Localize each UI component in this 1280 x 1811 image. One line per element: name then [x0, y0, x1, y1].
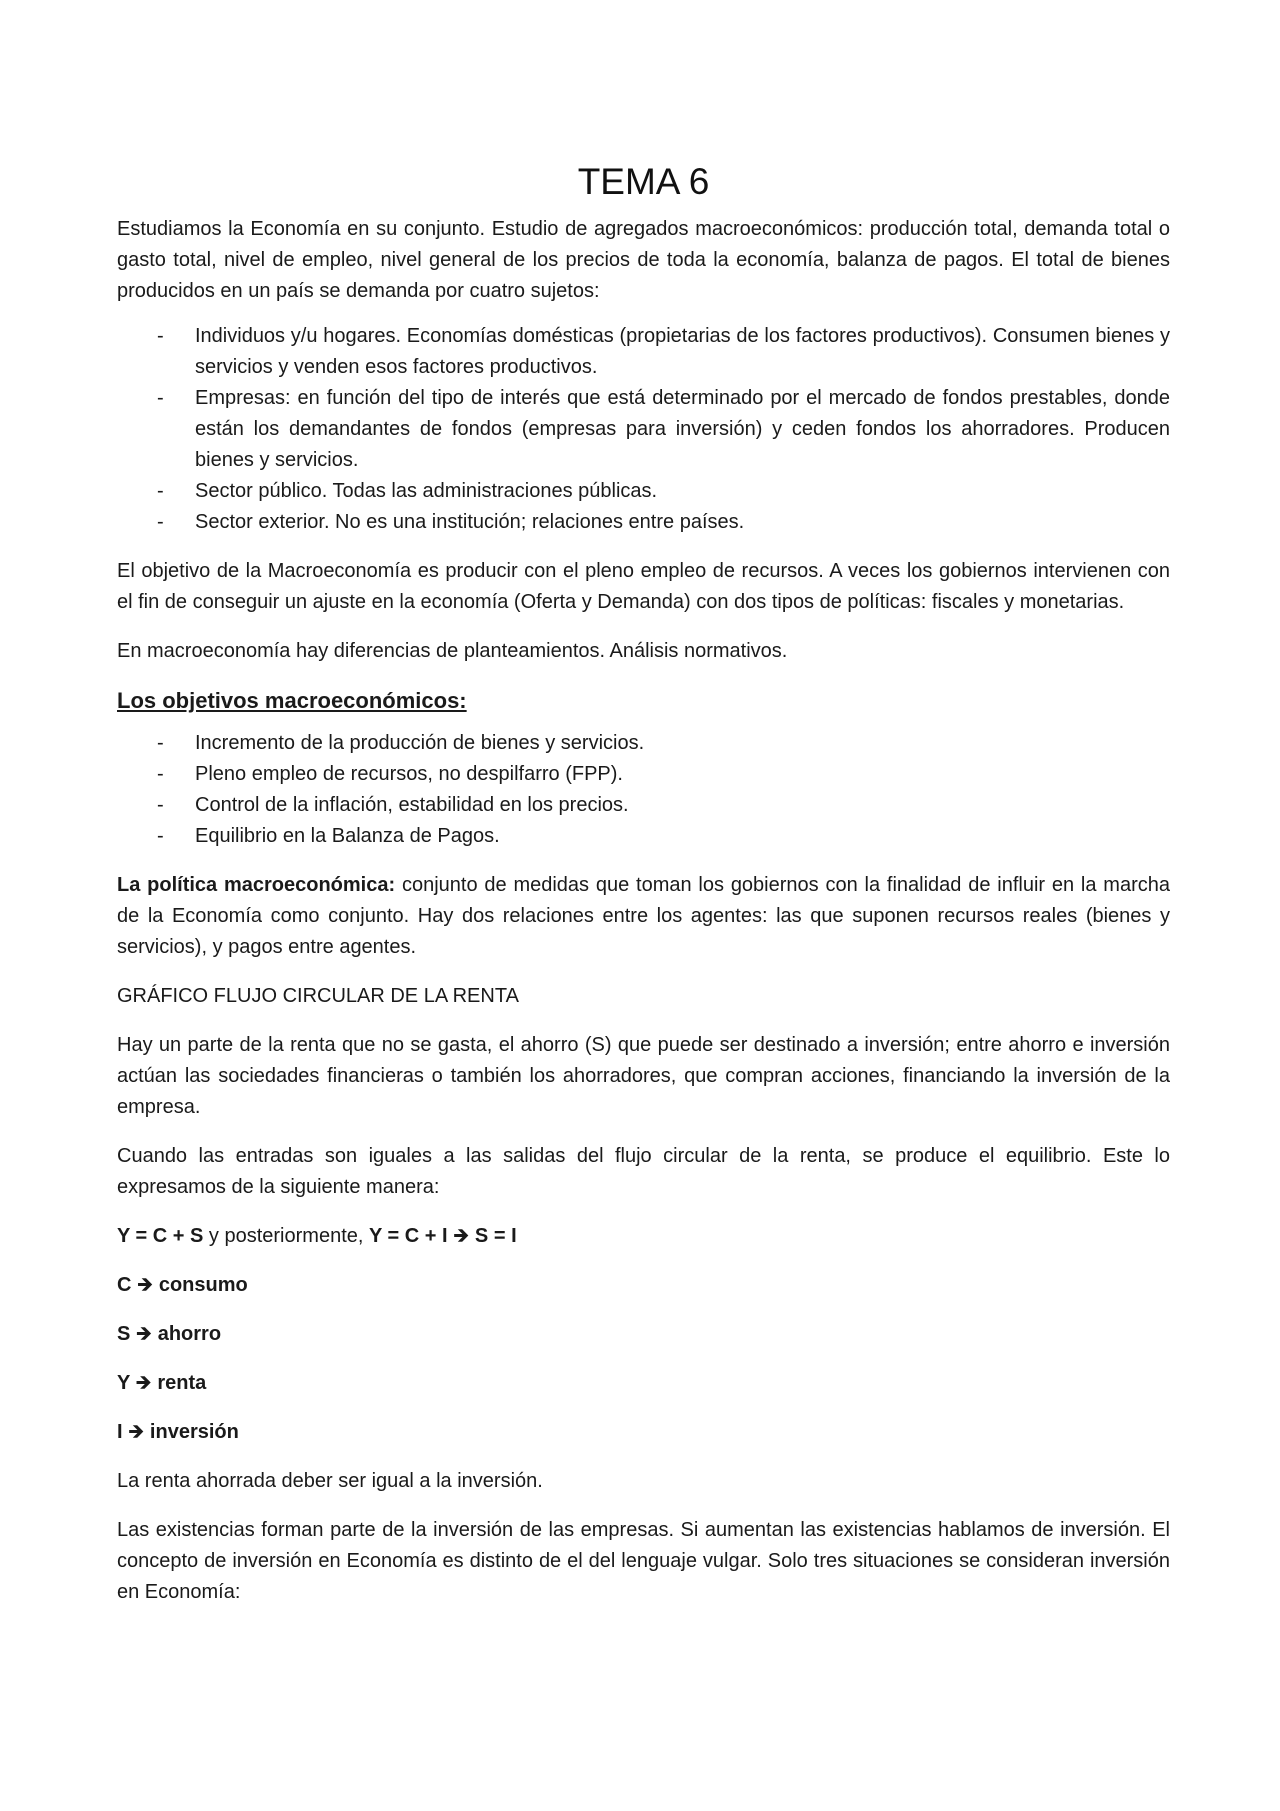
definition-meaning: consumo — [153, 1274, 248, 1296]
objectives-heading: Los objetivos macroeconómicos: — [117, 688, 467, 713]
equilibrium-paragraph: Cuando las entradas son iguales a las salidas del flujo circular de la renta, se produce el equilibrio. Este lo expresamos de la siguiente manera: — [117, 1145, 1170, 1198]
policy-text: conjunto de medidas que toman los gobiernos con la finalidad de influir en la marcha de la Economía como conjunto. Hay dos relaciones entre los agentes: las que suponen recursos reales (bienes y servicios), y pagos entre agentes. — [117, 874, 1171, 958]
list-item: - Sector público. Todas las administraciones públicas. — [195, 476, 1170, 507]
definition-renta — [117, 1368, 1170, 1399]
approaches-paragraph: En macroeconomía hay diferencias de planteamientos. Análisis normativos. — [117, 640, 788, 662]
formula-part3: S = I — [469, 1225, 517, 1247]
objectives-list — [117, 728, 1170, 852]
definition-consumo — [117, 1270, 1170, 1301]
list-item: - Sector exterior. No es una institución; relaciones entre países. — [195, 507, 1170, 538]
definition-symbol: Y — [117, 1372, 130, 1394]
list-item: - Equilibrio en la Balanza de Pagos. — [195, 821, 1170, 852]
arrow-right-icon: 🡺 — [135, 1323, 153, 1345]
equilibrium-formula — [117, 1221, 1170, 1252]
definition-symbol: S — [117, 1323, 131, 1345]
definition-symbol: I — [117, 1421, 123, 1443]
definition-meaning: renta — [151, 1372, 207, 1394]
document-title: TEMA 6 — [577, 161, 710, 202]
arrow-right-icon: 🡺 — [128, 1421, 145, 1443]
graph-title: GRÁFICO FLUJO CIRCULAR DE LA RENTA — [117, 985, 519, 1007]
stocks-paragraph: Las existencias forman parte de la inversión de las empresas. Si aumentan las existencias hablamos de inversión. El concepto de inversión en Economía es distinto de el del lenguaje vulgar. Solo tres situaciones se consideran inversión en Economía: — [117, 1519, 1170, 1603]
formula-part1: Y = C + S — [117, 1225, 204, 1247]
arrow-right-icon: 🡺 — [453, 1225, 470, 1247]
savings-paragraph: Hay un parte de la renta que no se gasta, el ahorro (S) que puede ser destinado a inversión; entre ahorro e inversión actúan las sociedades financieras o también los ahorradores, que compran acciones, financiando la inversión de la empresa. — [117, 1034, 1170, 1118]
arrow-right-icon: 🡺 — [135, 1372, 152, 1394]
definition-meaning: inversión — [144, 1421, 239, 1443]
objective-paragraph: El objetivo de la Macroeconomía es producir con el pleno empleo de recursos. A veces los gobiernos intervienen con el fin de conseguir un ajuste en la economía (Oferta y Demanda) con dos tipos de políticas: fiscales y monetarias. — [117, 560, 1170, 613]
policy-paragraph — [117, 870, 1170, 963]
list-item: - Control de la inflación, estabilidad en los precios. — [195, 790, 1170, 821]
subjects-list — [117, 321, 1170, 538]
policy-term: La política macroeconómica: — [117, 874, 396, 896]
list-item: - Individuos y/u hogares. Economías domésticas (propietarias de los factores productivos). Consumen bienes y servicios y venden esos factores productivos. — [195, 321, 1170, 383]
intro-paragraph: Estudiamos la Economía en su conjunto. Estudio de agregados macroeconómicos: producción total, demanda total o gasto total, nivel de empleo, nivel general de los precios de toda la economía, balanza de pagos. El total de bienes producidos en un país se demanda por cuatro sujetos: — [117, 218, 1170, 302]
arrow-right-icon: 🡺 — [137, 1274, 154, 1296]
list-item: - Pleno empleo de recursos, no despilfarro (FPP). — [195, 759, 1170, 790]
document-page — [117, 150, 1170, 1626]
formula-part2: Y = C + I — [368, 1225, 448, 1247]
definition-inversion — [117, 1417, 1170, 1448]
saved-income-paragraph: La renta ahorrada deber ser igual a la inversión. — [117, 1470, 543, 1492]
list-item: - Empresas: en función del tipo de interés que está determinado por el mercado de fondos prestables, donde están los demandantes de fondos (empresas para inversión) y ceden fondos los ahorradores. Producen bienes y servicios. — [195, 383, 1170, 476]
definition-symbol: C — [117, 1274, 132, 1296]
definition-meaning: ahorro — [152, 1323, 222, 1345]
list-item: - Incremento de la producción de bienes y servicios. — [195, 728, 1170, 759]
definition-ahorro — [117, 1319, 1170, 1350]
formula-connector: y posteriormente, — [203, 1225, 369, 1247]
